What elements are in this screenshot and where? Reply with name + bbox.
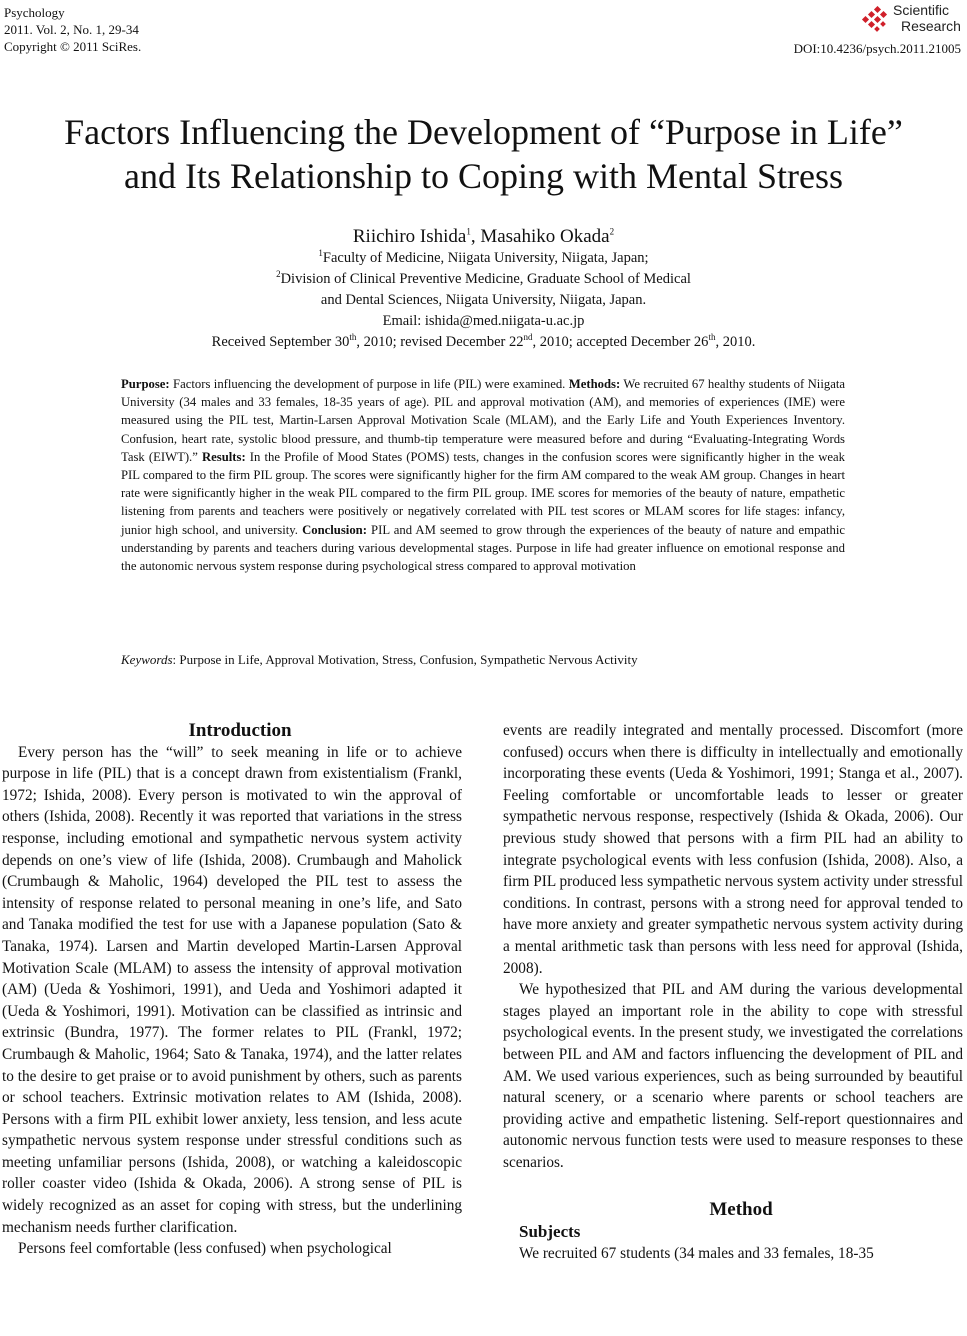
abstract-purpose-label: Purpose: [121, 377, 170, 391]
journal-name: Psychology [4, 5, 65, 20]
abstract-methods-label: Methods: [568, 377, 621, 391]
received-dates: Received September 30th, 2010; revised December 22nd, 2010; accepted December 26th, 2010. [211, 332, 756, 350]
paragraph: We hypothesized that PIL and AM during the various developmental stages played an important role in the ability to cope with stressful psychological events. In the present study, we investigated the correlations between PIL and AM and factors influencing the development of PIL and AM. We used various experiences, such as being surrounded by beautiful natural scenery, or a scenario where parents or school teachers are providing active and empathetic listening. Self-report questionnaires and autonomic nervous function tests were used to measure responses to these scenarios. [503, 981, 963, 1171]
running-header [4, 4, 141, 55]
paragraph: Persons feel comfortable (less confused) when psychological [18, 1240, 392, 1258]
logo-text: Scientific Research [893, 2, 961, 34]
author-list: Riichiro Ishida$^1$, Masahiko Okada$^2$ [352, 226, 615, 247]
section-heading-method: Method [709, 1199, 773, 1221]
right-column [503, 720, 963, 1264]
abstract-conclusion-label: Conclusion: [302, 522, 367, 537]
abstract: Purpose: Factors influencing the development of purpose in life (PIL) were examined. Methods: We recruited 67 healthy students of Niigata University (34 males and 33 females, 18-35 years of age). PIL and approval motivation (AM), and memories of experiences (IME) were measured using the PIL test, Martin-Larsen Approval Motivation Scale (MLAM), and the Early Life and Youth Experiences Inventory. Confusion, heart rate, systolic blood pressure, and thumb-tip temperature were measured before and during “Evaluating-Integrating Words Task (EIWT).” Results: In the Profile of Mood States (POMS) tests, changes in the confusion scores were significantly higher in the weak PIL compared to the firm PIL group. The scores were significantly higher for the firm AM compared to the weak AM group. Changes in heart rate were significantly higher in the weak PIL compared to the firm PIL group. IME scores for memories of the beauty of nature, empathetic listening from parents and teachers were positively or negatively correlated with PIL test scores or MLAM scores for life stages: infancy, junior high school, and university. Conclusion: PIL and AM seemed to grow through the experiences of the beauty of nature and empathic understanding by parents and teachers during various developmental stages. Purpose in life had greater influence on emotional response and the autonomic nervous system response during psychological stress compared to approval motivation [121, 377, 846, 574]
copyright: Copyright © 2011 SciRes. [4, 39, 142, 54]
section-heading-introduction: Introduction [188, 720, 292, 741]
author-1: Riichiro Ishida [352, 226, 467, 247]
keywords: Keywords: Purpose in Life, Approval Motivation, Stress, Confusion, Sympathetic Nervous Activity [121, 652, 638, 667]
doi: DOI:10.4236/psych.2011.21005 [793, 41, 961, 56]
affiliation-1: $^1$Faculty of Medicine, Niigata University, Niigata, Japan; [318, 248, 649, 266]
paragraph: Every person has the “will” to seek meaning in life or to achieve purpose in life (PIL) that is a concept drawn from existentialism (Frankl, 1972; Ishida, 2008). Every person is motivated to win the approval of others (Ishida, 2008). Recently it was reported that variations in the stress response, including emotional and sympathetic nervous system activity depends on one’s view of life (Ishida, 2008). Crumbaugh and Maholick (Crumbaugh & Maholic, 1964) developed the PIL test to assess the intensity of response related to personal meaning in one’s life, and Sato and Tanaka modified the test for use with a Japanese population (Sato & Tanaka, 1974). Larsen and Martin developed Martin-Larsen Approval Motivation Scale (MLAM) to assess the intensity of approval motivation (AM) (Ueda & Yoshimori, 1991), and Ueda and Yoshimori adapted it (Ueda & Yoshimori, 1991). Motivation can be classified as intrinsic and extrinsic (Bundra, 1977). The former relates to PIL (Frankl, 1972; Crumbaugh & Maholic, 1964; Sato & Tanaka, 1974), and the latter relates to the desire to get praise or to avoid punishment by others, such as parents or school teachers. Extrinsic motivation relates to AM (Ishida, 2008). Persons with a firm PIL exhibit lower anxiety, less tension, and less acute sympathetic nervous system response under stressful conditions such as meeting unfamiliar persons (Ishida, 2008), or watching a kaleidoscopic roller coaster video (Ishida & Okada, 2006). A strong sense of PIL is widely recognized as an asset for coping with stress, but the underlining mechanism needs further clarification. [2, 743, 462, 1236]
left-column [2, 720, 462, 1260]
email: Email: ishida@med.niigata-u.ac.jp [382, 313, 585, 329]
subsection-heading-subjects: Subjects [519, 1222, 581, 1242]
affiliations: $^1$Faculty of Medicine, Niigata University, Niigata, Japan; $^2$Division of Clinical Preventive Medicine, Graduate School of Medical and Dental Sciences, Niigata University, Niigata, Japan. Email: ishida@med.niigata-u.ac.jp Received September 30th, 2010; revised December 22nd, 2010; accepted December 26th, 2010. [0, 248, 967, 353]
affiliation-2: $^2$Division of Clinical Preventive Medicine, Graduate School of Medical [276, 269, 691, 287]
paper-title: Factors Influencing the Development of “Purpose in Life” and Its Relationship to Coping with Mental Stress [64, 112, 903, 196]
abstract-results-label: Results: [201, 449, 246, 464]
author-2: Masahiko Okada [480, 226, 610, 247]
paragraph: events are readily integrated and mentally processed. Discomfort (more confused) occurs when there is difficulty in intellectually and emotionally incorporating these events (Ueda & Yoshimori, 1991; Stanga et al., 2007). Feeling comfortable or uncomfortable leads to lesser or greater sympathetic nervous response, respectively (Ishida & Okada, 2006). Our previous study showed that persons with a firm PIL had an ability to integrate psychological events with less confusion (Ishida, 2008). Also, a firm PIL produced less sympathetic nervous system activity under stressful conditions. In contrast, persons with a strong need for approval tended to have more anxiety and greater sympathetic nervous system activity during a mental arithmetic task than persons with less need for approval (Ishida, 2008). [503, 722, 963, 977]
paragraph: We recruited 67 students (34 males and 33 females, 18-35 [519, 1244, 874, 1262]
logo-mark-icon [861, 6, 891, 34]
volume-info: 2011. Vol. 2, No. 1, 29-34 [4, 22, 139, 37]
publisher-logo [861, 2, 961, 38]
